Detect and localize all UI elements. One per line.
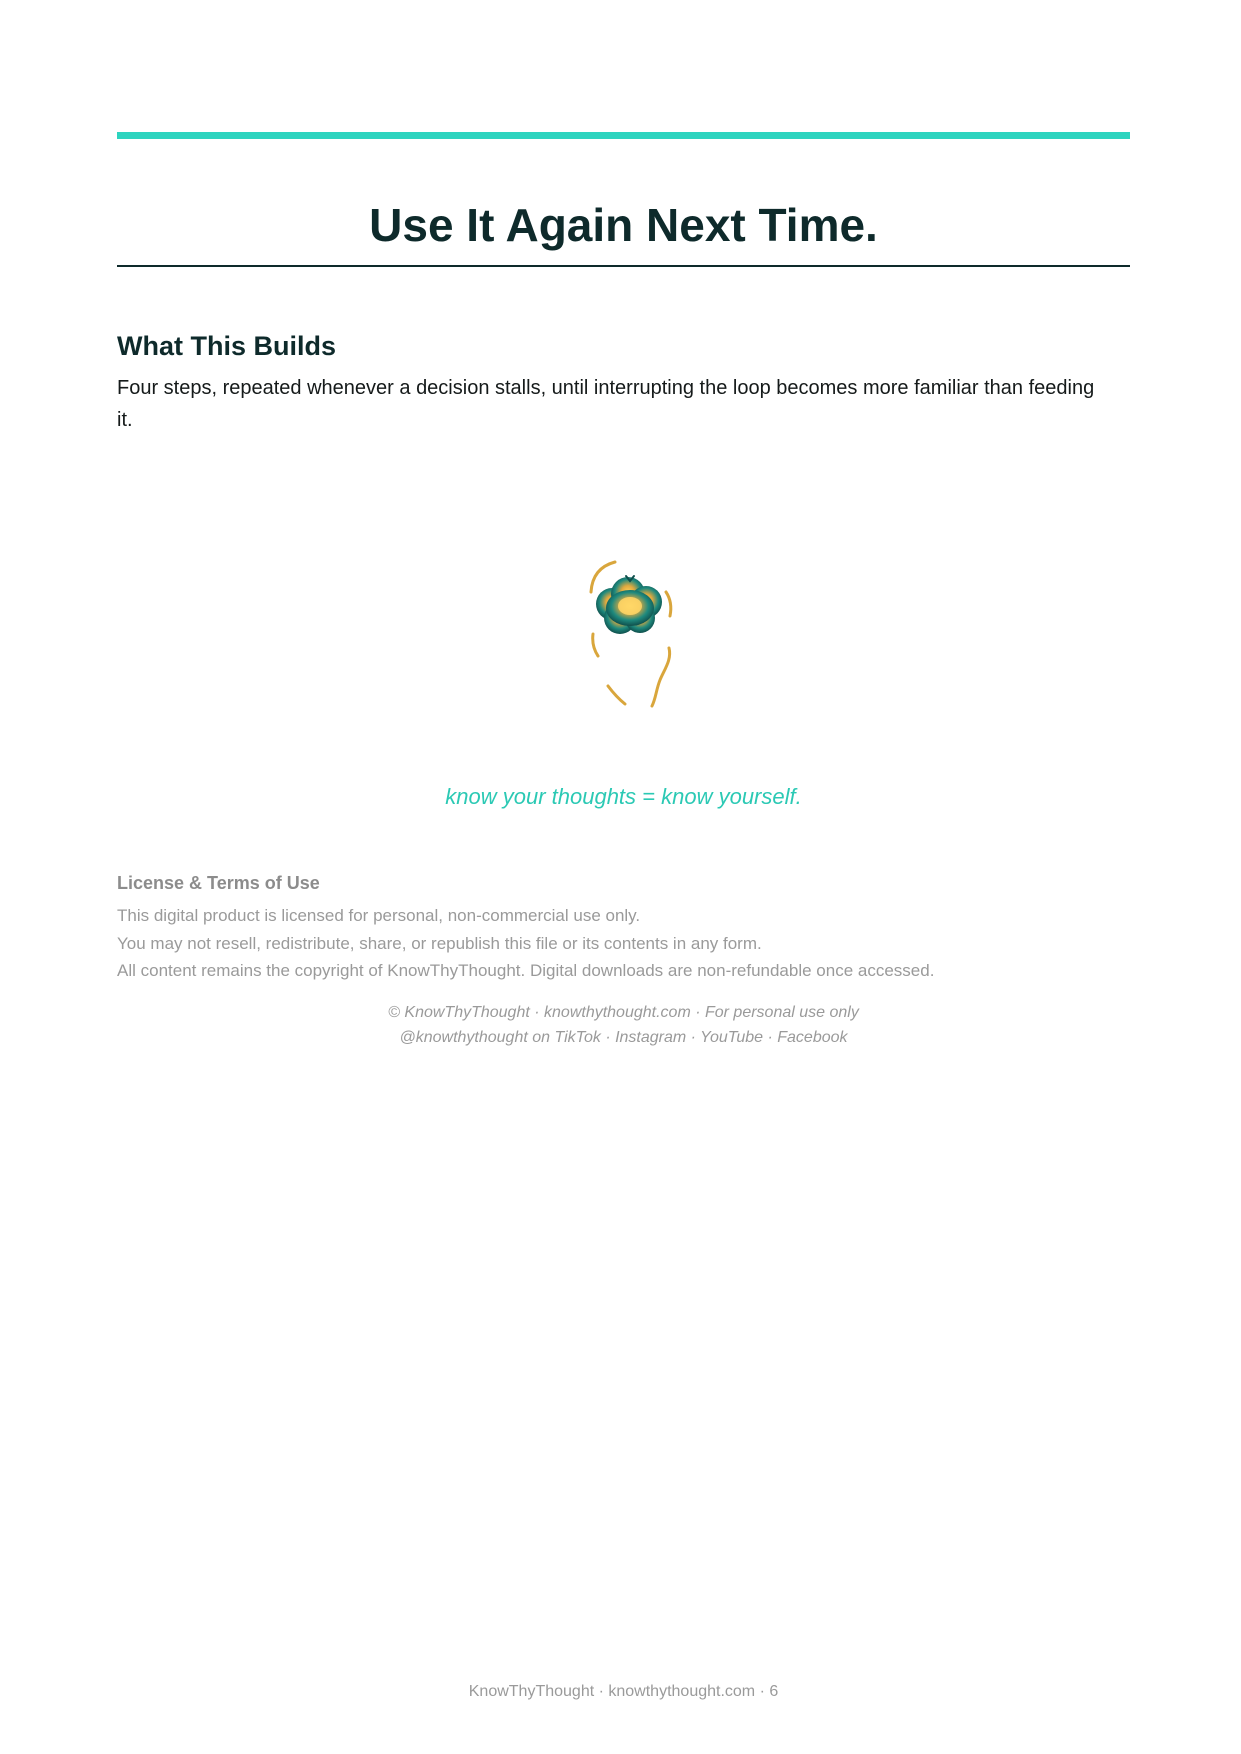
license-line: You may not resell, redistribute, share, or republish this file or its contents in any form. xyxy=(117,933,762,953)
title-divider xyxy=(117,265,1130,267)
head-outline-with-glowing-brain-icon xyxy=(560,556,680,722)
license-line: All content remains the copyright of KnowThyThought. Digital downloads are non-refundable once accessed. xyxy=(117,961,935,980)
page-title: Use It Again Next Time. xyxy=(369,199,878,251)
tagline: know your thoughts = know yourself. xyxy=(445,784,802,809)
accent-bar xyxy=(117,132,1130,139)
section-body: Four steps, repeated whenever a decision stalls, until interrupting the loop becomes more familiar than feeding it. xyxy=(117,377,1095,431)
page-footer: KnowThyThought · knowthythought.com · 6 xyxy=(468,1683,779,1700)
section-heading: What This Builds xyxy=(117,331,336,361)
license-line: This digital product is licensed for personal, non-commercial use only. xyxy=(117,906,641,925)
license-heading: License & Terms of Use xyxy=(117,873,320,893)
social-credit: @knowthythought on TikTok · Instagram · YouTube · Facebook xyxy=(399,1029,848,1046)
license-text xyxy=(117,902,1130,985)
copyright-credit: © KnowThyThought · knowthythought.com · For personal use only xyxy=(388,1004,859,1021)
